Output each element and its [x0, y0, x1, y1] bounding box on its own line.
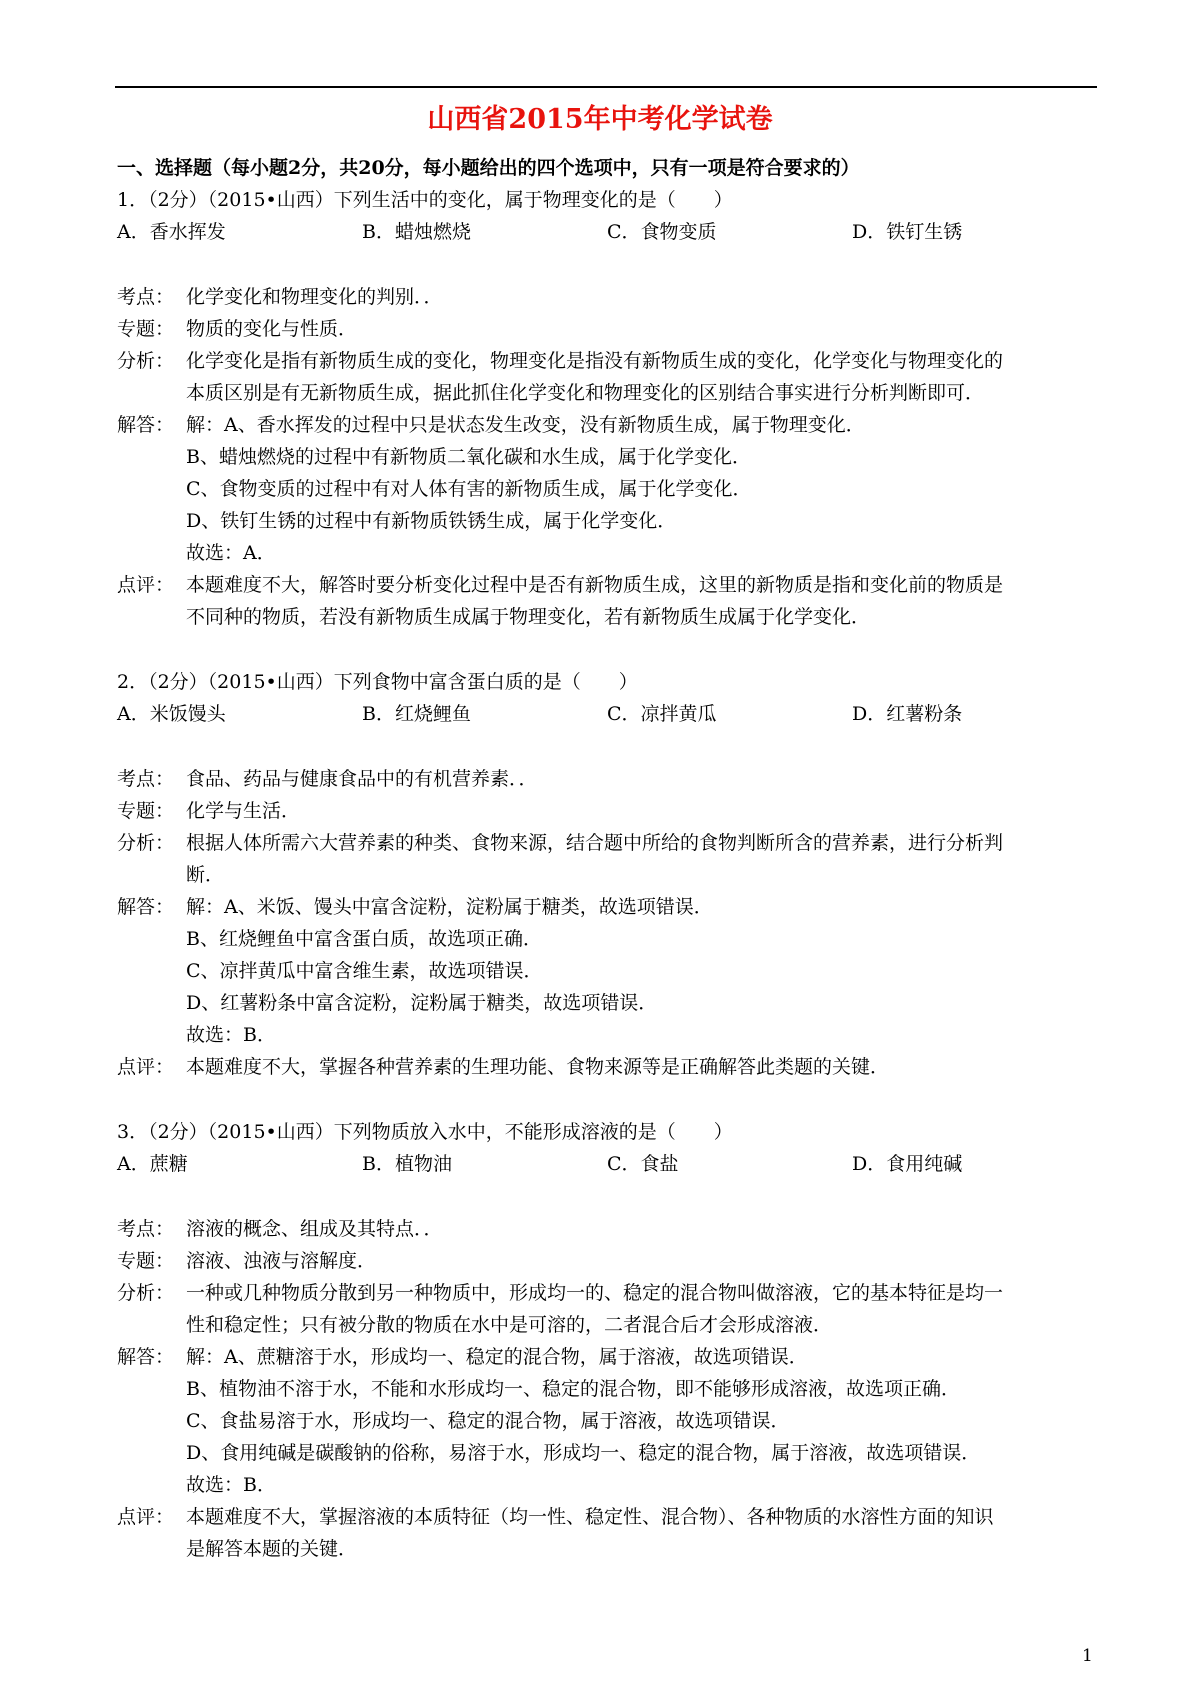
jieda-row — [117, 1341, 1097, 1501]
kaodian-row — [117, 281, 1097, 313]
text-line: C、凉拌黄瓜中富含维生素，故选项错误． — [186, 960, 543, 982]
row-label: 点评： — [117, 574, 175, 596]
jieda-row — [117, 409, 1097, 569]
row-label: 解答： — [117, 896, 175, 918]
option-item: C．食物变质 — [607, 221, 717, 243]
text-line: D、食用纯碱是碳酸钠的俗称，易溶于水，形成均一、稳定的混合物，属于溶液，故选项错误． — [186, 1442, 981, 1464]
row-body — [186, 1277, 1097, 1341]
options-row — [117, 1148, 1097, 1180]
row-label: 考点： — [117, 768, 175, 790]
text-line: C、食盐易溶于水，形成均一、稳定的混合物，属于溶液，故选项错误． — [186, 1410, 790, 1432]
text-line: D、红薯粉条中富含淀粉，淀粉属于糖类，故选项错误． — [186, 992, 658, 1014]
row-label: 分析： — [117, 832, 175, 854]
dianping-row — [117, 569, 1097, 633]
row-label: 点评： — [117, 1506, 175, 1528]
text-line: 食品、药品与健康食品中的有机营养素．． — [186, 768, 538, 790]
question-stem: 2．（2分）（2015•山西）下列食物中富含蛋白质的是（ ） — [117, 671, 638, 693]
text-line: 故选：B． — [186, 1474, 276, 1496]
option-item: B．蜡烛燃烧 — [362, 221, 471, 243]
row-body — [186, 891, 1097, 1051]
option-item: A．香水挥发 — [117, 221, 226, 243]
option-item: B．植物油 — [362, 1153, 452, 1175]
row-label: 专题： — [117, 800, 175, 822]
row-label: 专题： — [117, 318, 175, 340]
row-label: 分析： — [117, 1282, 175, 1304]
page-title: 山西省2015年中考化学试卷 — [427, 104, 773, 135]
jieda-row — [117, 891, 1097, 1051]
row-label: 专题： — [117, 1250, 175, 1272]
spacer — [117, 1180, 1097, 1213]
row-label: 点评： — [117, 1056, 175, 1078]
row-body — [186, 1245, 1097, 1277]
row-body — [186, 569, 1097, 633]
kaodian-row — [117, 763, 1097, 795]
option-item: A．蔗糖 — [117, 1153, 188, 1175]
text-line: 性和稳定性；只有被分散的物质在水中是可溶的，二者混合后才会形成溶液． — [186, 1314, 833, 1336]
row-body — [186, 1341, 1097, 1501]
text-line: 物质的变化与性质． — [186, 318, 358, 340]
zhuanti-row — [117, 795, 1097, 827]
text-line: 断． — [186, 864, 225, 886]
row-body — [186, 1213, 1097, 1245]
text-line: C、食物变质的过程中有对人体有害的新物质生成，属于化学变化． — [186, 478, 752, 500]
kaodian-row — [117, 1213, 1097, 1245]
text-line: 是解答本题的关键． — [186, 1538, 358, 1560]
text-line: D、铁钉生锈的过程中有新物质铁锈生成，属于化学变化． — [186, 510, 677, 532]
row-body — [186, 345, 1097, 409]
row-body — [186, 313, 1097, 345]
question-block — [117, 666, 1097, 1116]
text-line: 解：A、蔗糖溶于水，形成均一、稳定的混合物，属于溶液，故选项错误． — [186, 1346, 808, 1368]
fenxi-row — [117, 345, 1097, 409]
text-line: 本题难度不大，解答时要分析变化过程中是否有新物质生成，这里的新物质是指和变化前的物质是 — [186, 574, 1004, 596]
text-line: B、蜡烛燃烧的过程中有新物质二氧化碳和水生成，属于化学变化． — [186, 446, 751, 468]
row-body — [186, 281, 1097, 313]
question-stem: 1．（2分）（2015•山西）下列生活中的变化，属于物理变化的是（ ） — [117, 189, 733, 211]
option-item: C．食盐 — [607, 1153, 679, 1175]
options-row — [117, 698, 1097, 730]
question-block — [117, 1116, 1097, 1565]
section-heading: 一、选择题（每小题2分，共20分，每小题给出的四个选项中，只有一项是符合要求的） — [117, 157, 860, 179]
zhuanti-row — [117, 313, 1097, 345]
row-label: 分析： — [117, 350, 175, 372]
row-body — [186, 795, 1097, 827]
text-line: 一种或几种物质分散到另一种物质中，形成均一的、稳定的混合物叫做溶液，它的基本特征是均一 — [186, 1282, 1004, 1304]
option-item: D．食用纯碱 — [852, 1153, 963, 1175]
question-block — [117, 184, 1097, 666]
zhuanti-row — [117, 1245, 1097, 1277]
option-item: D．红薯粉条 — [852, 703, 963, 725]
spacer — [117, 633, 1097, 666]
document-body — [117, 152, 1097, 1565]
spacer — [117, 1083, 1097, 1116]
row-body — [186, 1501, 1097, 1565]
text-line: 本质区别是有无新物质生成，据此抓住化学变化和物理变化的区别结合事实进行分析判断即可． — [186, 382, 985, 404]
row-body — [186, 763, 1097, 795]
dianping-row — [117, 1501, 1097, 1565]
row-body — [186, 409, 1097, 569]
question-list — [117, 184, 1097, 1565]
row-label: 考点： — [117, 286, 175, 308]
fenxi-row — [117, 1277, 1097, 1341]
text-line: 故选：B． — [186, 1024, 276, 1046]
row-label: 解答： — [117, 414, 175, 436]
text-line: 溶液、浊液与溶解度． — [186, 1250, 377, 1272]
text-line: 化学与生活． — [186, 800, 301, 822]
text-line: 故选：A． — [186, 542, 276, 564]
text-line: B、红烧鲤鱼中富含蛋白质，故选项正确． — [186, 928, 542, 950]
page-number: 1 — [1082, 1646, 1093, 1666]
header-rule — [115, 86, 1097, 88]
text-line: 不同种的物质，若没有新物质生成属于物理变化，若有新物质生成属于化学变化． — [186, 606, 871, 628]
text-line: 化学变化是指有新物质生成的变化，物理变化是指没有新物质生成的变化，化学变化与物理变化的 — [186, 350, 1004, 372]
option-item: C．凉拌黄瓜 — [607, 703, 717, 725]
text-line: 解：A、香水挥发的过程中只是状态发生改变，没有新物质生成，属于物理变化． — [186, 414, 865, 436]
row-body — [186, 1051, 1097, 1083]
text-line: 溶液的概念、组成及其特点．． — [186, 1218, 443, 1240]
option-item: A．米饭馒头 — [117, 703, 226, 725]
text-line: 本题难度不大，掌握溶液的本质特征（均一性、稳定性、混合物）、各种物质的水溶性方面的知识 — [186, 1506, 994, 1528]
text-line: 本题难度不大，掌握各种营养素的生理功能、食物来源等是正确解答此类题的关键． — [186, 1056, 890, 1078]
text-line: B、植物油不溶于水，不能和水形成均一、稳定的混合物，即不能够形成溶液，故选项正确． — [186, 1378, 960, 1400]
option-item: D．铁钉生锈 — [852, 221, 963, 243]
row-body — [186, 827, 1097, 891]
row-label: 解答： — [117, 1346, 175, 1368]
text-line: 解：A、米饭、馒头中富含淀粉，淀粉属于糖类，故选项错误． — [186, 896, 713, 918]
options-row — [117, 216, 1097, 248]
dianping-row — [117, 1051, 1097, 1083]
spacer — [117, 248, 1097, 281]
text-line: 根据人体所需六大营养素的种类、食物来源，结合题中所给的食物判断所含的营养素，进行分析判 — [186, 832, 1004, 854]
text-line: 化学变化和物理变化的判别．． — [186, 286, 443, 308]
option-item: B．红烧鲤鱼 — [362, 703, 471, 725]
fenxi-row — [117, 827, 1097, 891]
row-label: 考点： — [117, 1218, 175, 1240]
spacer — [117, 730, 1097, 763]
question-stem: 3．（2分）（2015•山西）下列物质放入水中，不能形成溶液的是（ ） — [117, 1121, 733, 1143]
